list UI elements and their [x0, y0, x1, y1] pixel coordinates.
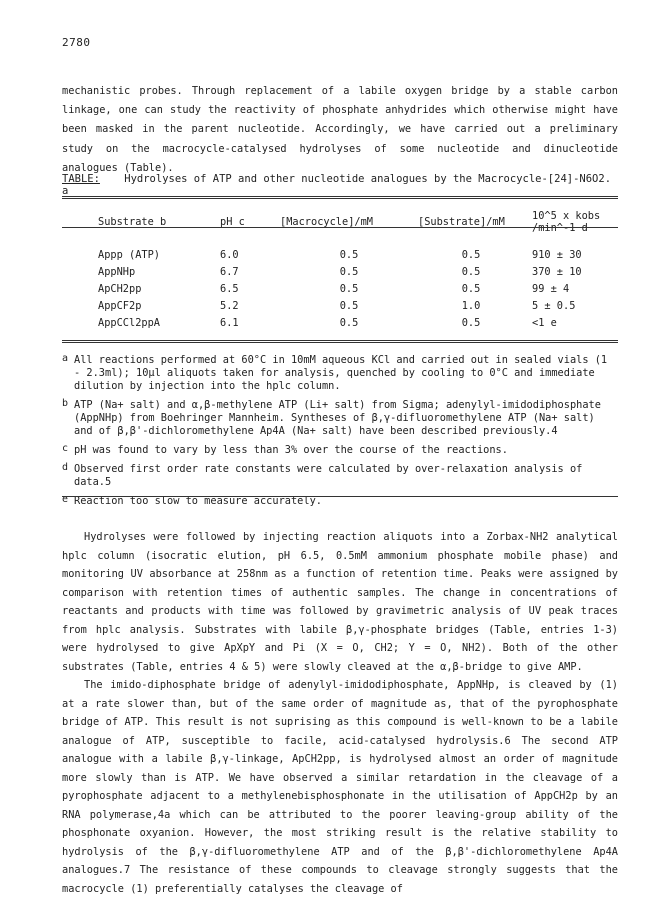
table-cell: <1 e [532, 317, 557, 330]
table-cell: 0.5 [339, 248, 359, 261]
table-cell: 6.7 [220, 265, 239, 278]
table-cell: AppCCl2ppA [98, 317, 160, 330]
table-cell: 0.5 [339, 265, 359, 278]
table-cell: ApCH2pp [98, 282, 142, 295]
footnotes-rule [62, 496, 618, 497]
body-paragraph: The imido-diphosphate bridge of adenylyl-imidodiphosphate, AppNHp, is cleaved by (1) at a rate slower than, but of the same order of magnitude as, that of the pyrophosphate bridge of ATP. This result is not suprising as this compound is well-known to be a labile analogue of ATP, susceptible to facile, acid-catalysed hydrolysis.6 The second ATP analogue with a labile β,γ-linkage, ApCH2pp, is hydrolysed almost an order of magnitude more slowly than is ATP. We have observed a similar retardation in the cleavage of a pyrophosphate adjacent to a methylenebisphosphonate in the utilisation of AppCH2p by an RNA polymerase,4a which can be attributed to the poorer leaving-group ability of the phosphonate oxyanion. However, the most striking result is the relative stability to hydrolysis of the β,γ-difluoromethylene ATP and of the β,β'-dichloromethylene Ap4A analogues.7 The resistance of these compounds to cleavage strongly suggests that the macrocycle (1) preferentially catalyses the cleavage of [62, 679, 618, 895]
table-label: TABLE: [62, 173, 100, 185]
footnote-mark: d [62, 462, 69, 473]
table-cell: 0.5 [339, 317, 359, 330]
table-bottom-rule [62, 340, 618, 343]
table-cell: 6.5 [220, 282, 239, 295]
footnote-text: Observed first order rate constants were calculated by over-relaxation analysis of data.5 [74, 463, 583, 488]
table-header-rule [62, 227, 618, 228]
table-cell: 0.5 [339, 300, 359, 313]
table-row [62, 315, 618, 332]
table-footnotes [62, 354, 618, 514]
table-caption [62, 173, 618, 197]
table-cell: 0.5 [461, 282, 481, 295]
table-cell: 99 ± 4 [532, 282, 570, 295]
footnote [62, 399, 618, 438]
column-header: pH c [220, 216, 245, 228]
table-cell: 0.5 [339, 282, 359, 295]
table-top-rule [62, 196, 618, 199]
table-cell: AppNHp [98, 265, 136, 278]
footnote-mark: a [62, 353, 69, 364]
table-cell: Appp (ATP) [98, 248, 160, 261]
table-caption-text: Hydrolyses of ATP and other nucleotide analogues by the Macrocycle-[24]-N6O2. a [62, 173, 612, 197]
table-cell: 5 ± 0.5 [532, 300, 576, 313]
footnote-mark: b [62, 398, 69, 409]
table-cell: 5.2 [220, 300, 239, 313]
column-header: 10^5 x kobs /min^-1 d [532, 210, 601, 234]
column-header: [Macrocycle]/mM [280, 216, 373, 228]
column-header: Substrate b [98, 216, 167, 228]
footnote-text: pH was found to vary by less than 3% over the course of the reactions. [74, 444, 508, 456]
table-cell: 0.5 [461, 317, 481, 330]
results-table [62, 210, 618, 332]
body-paragraph: Hydrolyses were followed by injecting reaction aliquots into a Zorbax-NH2 analytical hplc column (isocratic elution, pH 6.5, 0.5mM ammonium phosphate mobile phase) and monitoring UV absorbance at 258nm as a function of retention time. Peaks were assigned by comparison with retention times of authentic samples. The change in concentrations of reactants and products with time was followed by gravimetric analysis of UV peak traces from hplc analysis. Substrates with labile β,γ-phosphate bridges (Table, entries 1-3) were hydrolysed to give ApXpY and Pi (X = O, CH2; Y = O, NH2). Both of the other substrates (Table, entries 4 & 5) were slowly cleaved at the α,β-bridge to give AMP. [62, 531, 618, 673]
table-row [62, 280, 618, 297]
footnote-text: Reaction too slow to measure accurately. [74, 495, 322, 507]
table-cell: 6.0 [220, 248, 239, 261]
table-cell: 370 ± 10 [532, 265, 582, 278]
footnote [62, 444, 618, 457]
table-cell: 0.5 [461, 265, 481, 278]
intro-paragraph: mechanistic probes. Through replacement of a labile oxygen bridge by a stable carbon linkage, one can study the reactivity of phosphate anhydrides which otherwise might have been masked in the parent nucleotide. Accordingly, we have carried out a preliminary study on the macrocycle-catalysed hydrolyses of some nucleotide and dinucleotide analogues (Table). [62, 85, 618, 174]
table-cell: AppCF2p [98, 300, 142, 313]
table-cell: 0.5 [461, 248, 481, 261]
footnote [62, 354, 618, 393]
footnote-text: ATP (Na+ salt) and α,β-methylene ATP (Li+ salt) from Sigma; adenylyl-imidodiphosphate (AppNHp) from Boehringer Mannheim. Syntheses of β,γ-difluoromethylene ATP (Na+ salt) and of β,β'-dichloromethylene Ap4A (Na+ salt) have been described previously.4 [74, 399, 601, 437]
table-row [62, 298, 618, 315]
table-cell: 6.1 [220, 317, 239, 330]
footnote [62, 463, 618, 489]
footnote-mark: e [62, 494, 69, 505]
page-number: 2780 [62, 36, 91, 49]
main-body-text [62, 528, 618, 898]
column-header: [Substrate]/mM [418, 216, 505, 228]
footnote-text: All reactions performed at 60°C in 10mM aqueous KCl and carried out in sealed vials (1 - 2.3ml); 10µl aliquots taken for analysis, quenched by cooling to 0°C and immediate dilution by injection into the hplc column. [74, 354, 608, 392]
table-cell: 1.0 [461, 300, 481, 313]
table-row [62, 263, 618, 280]
table-cell: 910 ± 30 [532, 248, 582, 261]
footnote-mark: c [62, 443, 69, 454]
table-header-row [62, 210, 618, 246]
table-row [62, 246, 618, 263]
